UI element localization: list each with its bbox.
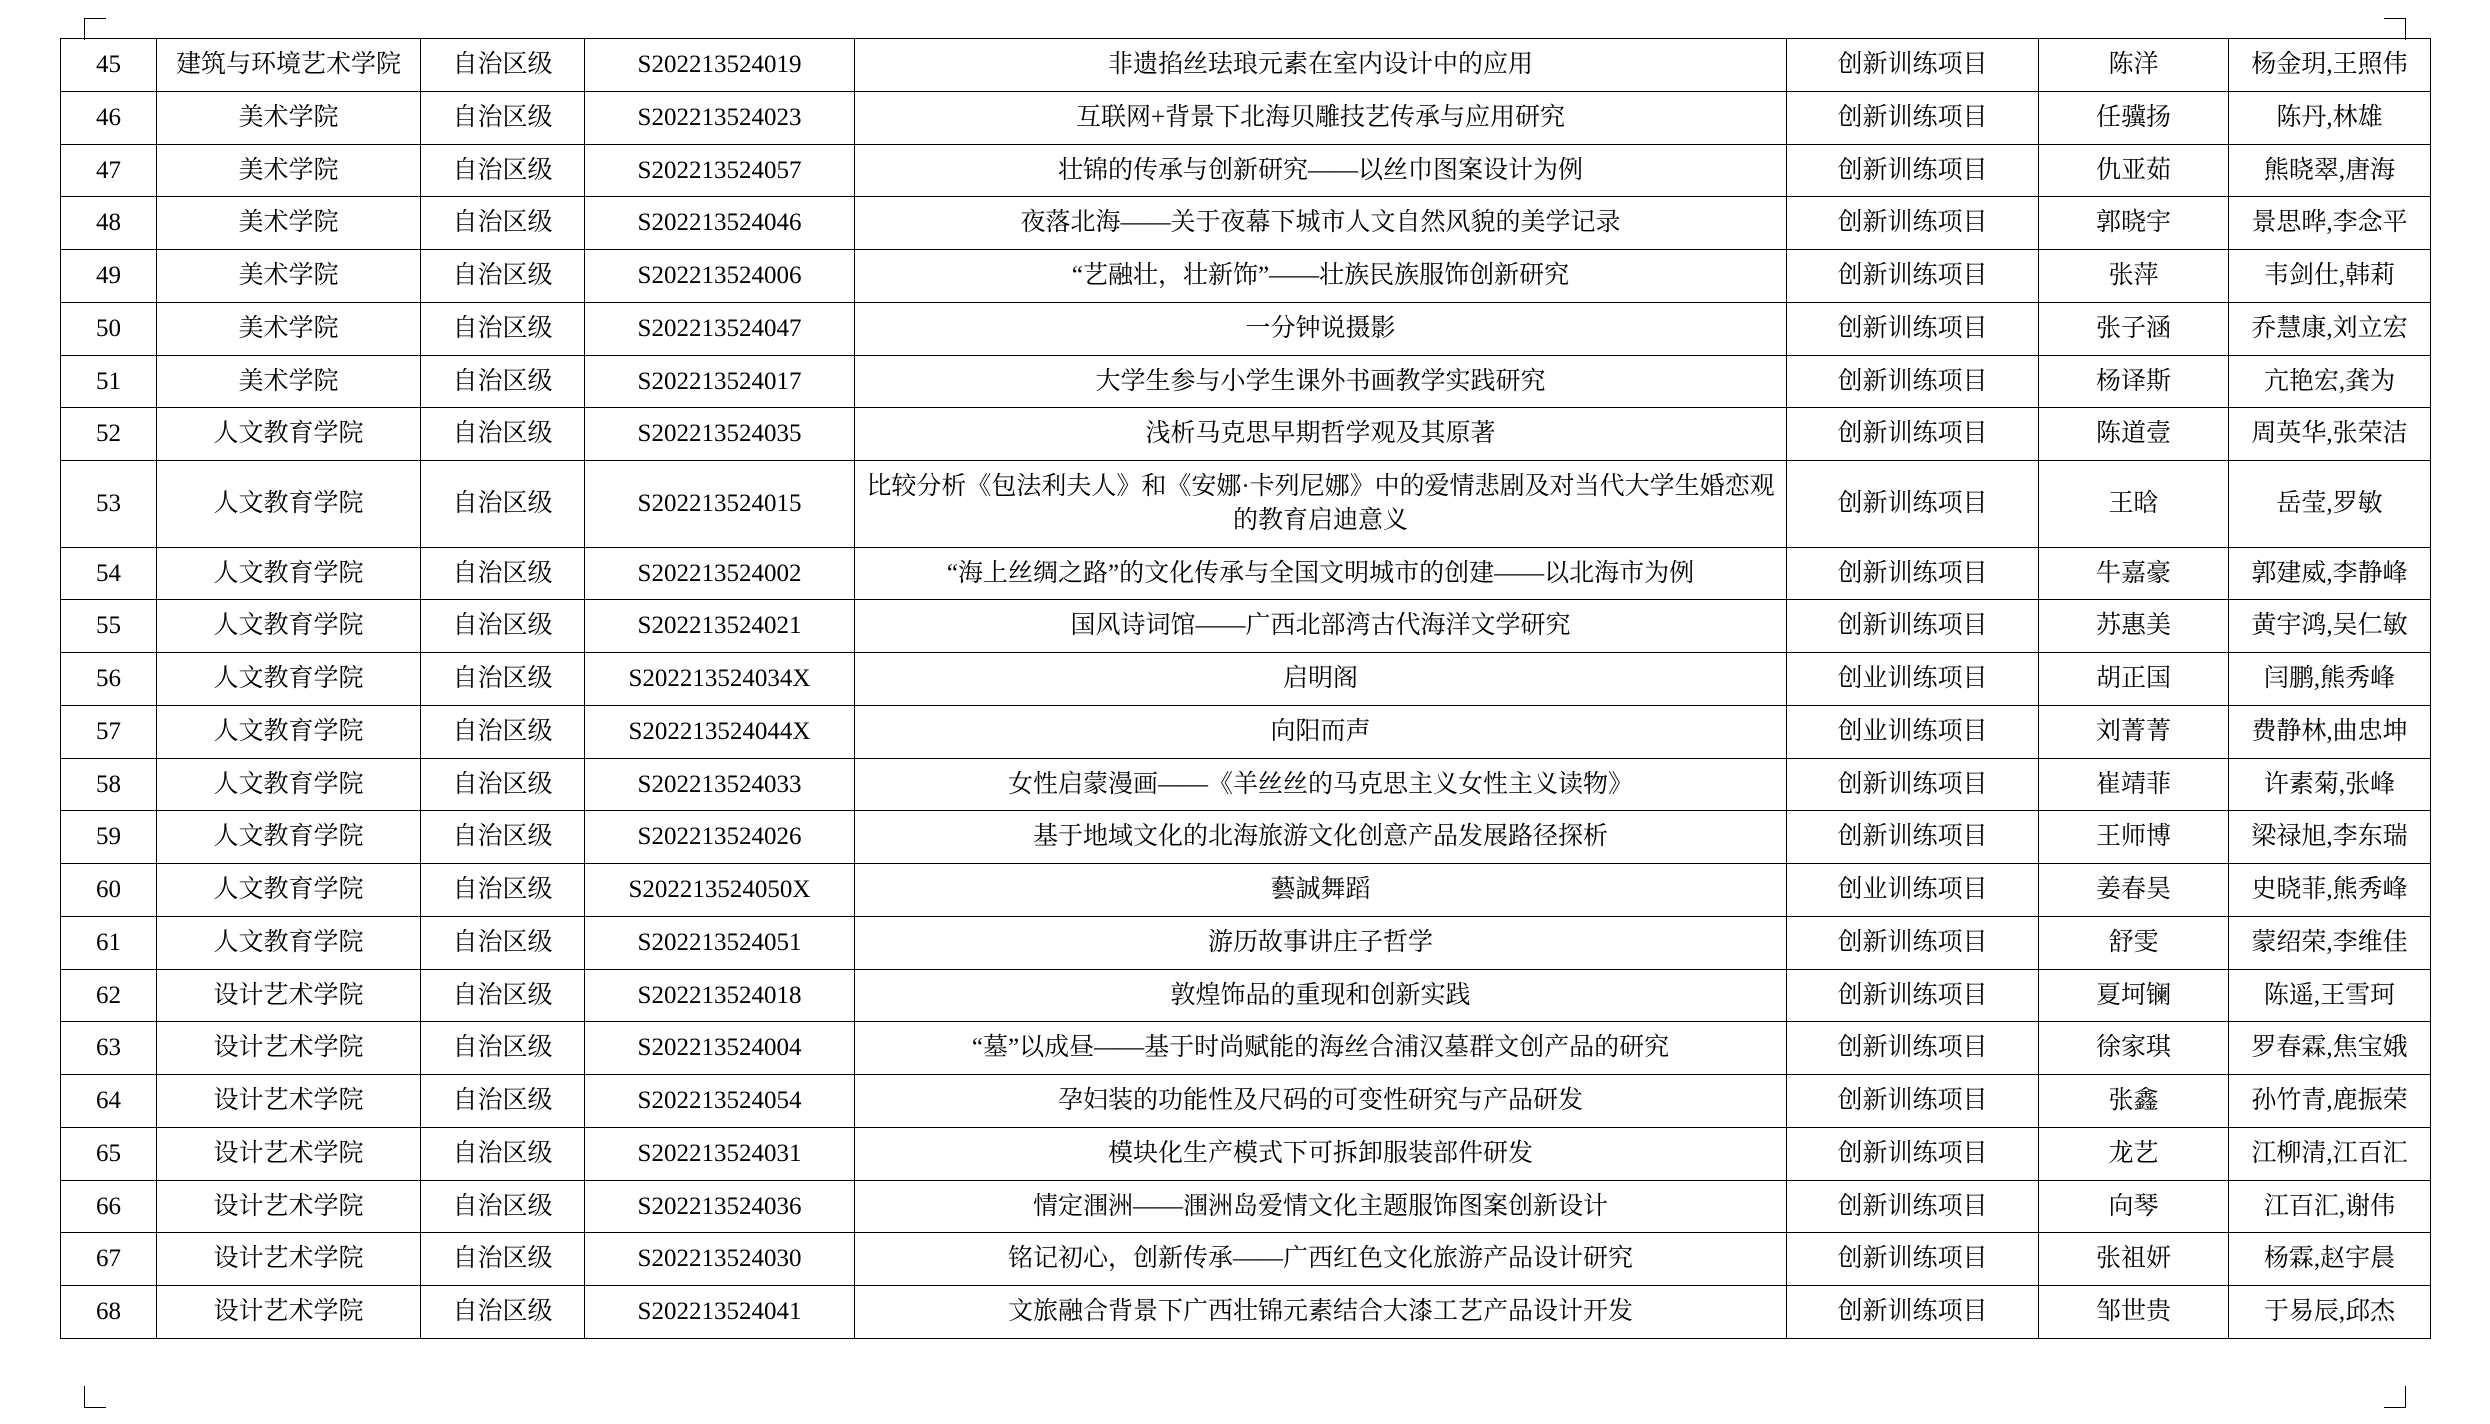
cell-level: 自治区级 — [421, 302, 585, 355]
cell-college: 设计艺术学院 — [157, 1233, 421, 1286]
cell-project-code: S202213524050X — [585, 864, 855, 917]
cell-project-leader: 苏惠美 — [2039, 600, 2229, 653]
cell-college: 设计艺术学院 — [157, 1180, 421, 1233]
cell-project-members: 陈丹,林雄 — [2229, 91, 2431, 144]
cell-project-members: 费静林,曲忠坤 — [2229, 705, 2431, 758]
crop-mark-bottom-right-horizontal — [2384, 1407, 2406, 1408]
cell-project-title: 女性启蒙漫画——《羊丝丝的马克思主义女性主义读物》 — [855, 758, 1787, 811]
cell-project-code: S202213524026 — [585, 811, 855, 864]
cell-project-leader: 邹世贵 — [2039, 1286, 2229, 1339]
cell-level: 自治区级 — [421, 91, 585, 144]
cell-project-leader: 夏坷镧 — [2039, 969, 2229, 1022]
cell-serial-number: 51 — [61, 355, 157, 408]
table-row — [61, 1286, 2431, 1339]
table-row — [61, 758, 2431, 811]
cell-college: 人文教育学院 — [157, 811, 421, 864]
cell-project-code: S202213524004 — [585, 1022, 855, 1075]
cell-project-leader: 郭晓宇 — [2039, 197, 2229, 250]
table-row — [61, 197, 2431, 250]
cell-project-leader: 张祖妍 — [2039, 1233, 2229, 1286]
cell-project-members: 韦剑仕,韩莉 — [2229, 250, 2431, 303]
cell-serial-number: 45 — [61, 39, 157, 92]
cell-project-title: 向阳而声 — [855, 705, 1787, 758]
cell-serial-number: 62 — [61, 969, 157, 1022]
table-row — [61, 547, 2431, 600]
cell-project-leader: 陈道壹 — [2039, 408, 2229, 461]
cell-college: 人文教育学院 — [157, 547, 421, 600]
cell-serial-number: 56 — [61, 653, 157, 706]
cell-project-members: 许素菊,张峰 — [2229, 758, 2431, 811]
crop-mark-top-right-vertical — [2405, 18, 2406, 40]
table-row — [61, 600, 2431, 653]
cell-project-code: S202213524021 — [585, 600, 855, 653]
cell-project-title: 敦煌饰品的重现和创新实践 — [855, 969, 1787, 1022]
cell-project-leader: 徐家琪 — [2039, 1022, 2229, 1075]
cell-project-code: S202213524030 — [585, 1233, 855, 1286]
cell-project-title: 壮锦的传承与创新研究——以丝巾图案设计为例 — [855, 144, 1787, 197]
cell-project-type: 创新训练项目 — [1787, 969, 2039, 1022]
cell-project-leader: 任骥扬 — [2039, 91, 2229, 144]
cell-project-title: 国风诗词馆——广西北部湾古代海洋文学研究 — [855, 600, 1787, 653]
cell-serial-number: 49 — [61, 250, 157, 303]
cell-college: 美术学院 — [157, 144, 421, 197]
cell-serial-number: 54 — [61, 547, 157, 600]
cell-project-type: 创新训练项目 — [1787, 1233, 2039, 1286]
cell-project-code: S202213524034X — [585, 653, 855, 706]
cell-project-code: S202213524054 — [585, 1075, 855, 1128]
cell-project-type: 创新训练项目 — [1787, 39, 2039, 92]
cell-serial-number: 65 — [61, 1127, 157, 1180]
cell-project-title: 情定涠洲——涠洲岛爱情文化主题服饰图案创新设计 — [855, 1180, 1787, 1233]
cell-serial-number: 48 — [61, 197, 157, 250]
table-row — [61, 653, 2431, 706]
cell-project-type: 创新训练项目 — [1787, 144, 2039, 197]
cell-project-title: 基于地域文化的北海旅游文化创意产品发展路径探析 — [855, 811, 1787, 864]
cell-project-leader: 王师博 — [2039, 811, 2229, 864]
table-row — [61, 302, 2431, 355]
cell-project-title: 大学生参与小学生课外书画教学实践研究 — [855, 355, 1787, 408]
cell-serial-number: 50 — [61, 302, 157, 355]
table-row — [61, 864, 2431, 917]
cell-project-members: 梁禄旭,李东瑞 — [2229, 811, 2431, 864]
cell-level: 自治区级 — [421, 39, 585, 92]
table-row — [61, 1127, 2431, 1180]
cell-project-code: S202213524035 — [585, 408, 855, 461]
table-row — [61, 39, 2431, 92]
cell-college: 设计艺术学院 — [157, 1075, 421, 1128]
cell-level: 自治区级 — [421, 1286, 585, 1339]
cell-project-code: S202213524019 — [585, 39, 855, 92]
table-row — [61, 250, 2431, 303]
cell-serial-number: 64 — [61, 1075, 157, 1128]
cell-project-members: 罗春霖,焦宝娥 — [2229, 1022, 2431, 1075]
cell-project-leader: 向琴 — [2039, 1180, 2229, 1233]
cell-project-title: “艺融壮，壮新饰”——壮族民族服饰创新研究 — [855, 250, 1787, 303]
cell-project-code: S202213524018 — [585, 969, 855, 1022]
table-row — [61, 1022, 2431, 1075]
cell-project-title: 夜落北海——关于夜幕下城市人文自然风貌的美学记录 — [855, 197, 1787, 250]
cell-serial-number: 53 — [61, 461, 157, 548]
cell-serial-number: 68 — [61, 1286, 157, 1339]
cell-project-code: S202213524057 — [585, 144, 855, 197]
cell-serial-number: 61 — [61, 916, 157, 969]
cell-project-members: 黄宇鸿,吴仁敏 — [2229, 600, 2431, 653]
cell-project-type: 创新训练项目 — [1787, 758, 2039, 811]
cell-project-members: 蒙绍荣,李维佳 — [2229, 916, 2431, 969]
cell-level: 自治区级 — [421, 355, 585, 408]
cell-college: 美术学院 — [157, 355, 421, 408]
cell-college: 设计艺术学院 — [157, 969, 421, 1022]
cell-project-leader: 胡正国 — [2039, 653, 2229, 706]
cell-project-leader: 舒雯 — [2039, 916, 2229, 969]
cell-project-leader: 杨译斯 — [2039, 355, 2229, 408]
cell-project-title: 模块化生产模式下可拆卸服装部件研发 — [855, 1127, 1787, 1180]
cell-project-type: 创新训练项目 — [1787, 302, 2039, 355]
crop-mark-bottom-left-vertical — [84, 1386, 85, 1408]
cell-project-leader: 崔靖菲 — [2039, 758, 2229, 811]
cell-serial-number: 63 — [61, 1022, 157, 1075]
project-list-table — [60, 38, 2431, 1339]
cell-college: 人文教育学院 — [157, 461, 421, 548]
crop-mark-top-left-vertical — [84, 18, 85, 40]
cell-project-members: 于易辰,邱杰 — [2229, 1286, 2431, 1339]
cell-project-code: S202213524033 — [585, 758, 855, 811]
cell-project-type: 创新训练项目 — [1787, 250, 2039, 303]
cell-project-code: S202213524015 — [585, 461, 855, 548]
cell-college: 人文教育学院 — [157, 653, 421, 706]
cell-level: 自治区级 — [421, 600, 585, 653]
cell-project-code: S202213524002 — [585, 547, 855, 600]
cell-project-code: S202213524051 — [585, 916, 855, 969]
cell-level: 自治区级 — [421, 144, 585, 197]
cell-project-type: 创新训练项目 — [1787, 197, 2039, 250]
cell-project-type: 创业训练项目 — [1787, 653, 2039, 706]
cell-project-leader: 张子涵 — [2039, 302, 2229, 355]
crop-mark-top-right-horizontal — [2384, 18, 2406, 19]
cell-level: 自治区级 — [421, 250, 585, 303]
cell-project-members: 江柳清,江百汇 — [2229, 1127, 2431, 1180]
cell-project-members: 周英华,张荣洁 — [2229, 408, 2431, 461]
cell-project-type: 创业训练项目 — [1787, 864, 2039, 917]
cell-college: 设计艺术学院 — [157, 1286, 421, 1339]
cell-serial-number: 66 — [61, 1180, 157, 1233]
cell-project-leader: 牛嘉豪 — [2039, 547, 2229, 600]
cell-project-code: S202213524031 — [585, 1127, 855, 1180]
cell-college: 设计艺术学院 — [157, 1127, 421, 1180]
cell-project-members: 郭建威,李静峰 — [2229, 547, 2431, 600]
cell-project-title: 孕妇装的功能性及尺码的可变性研究与产品研发 — [855, 1075, 1787, 1128]
crop-mark-top-left-horizontal — [84, 18, 106, 19]
cell-project-members: 乔慧康,刘立宏 — [2229, 302, 2431, 355]
table-row — [61, 1233, 2431, 1286]
cell-project-title: 启明阁 — [855, 653, 1787, 706]
cell-serial-number: 67 — [61, 1233, 157, 1286]
cell-college: 美术学院 — [157, 302, 421, 355]
cell-project-members: 江百汇,谢伟 — [2229, 1180, 2431, 1233]
cell-project-title: 非遗掐丝珐琅元素在室内设计中的应用 — [855, 39, 1787, 92]
cell-project-leader: 陈洋 — [2039, 39, 2229, 92]
crop-mark-bottom-left-horizontal — [84, 1407, 106, 1408]
cell-serial-number: 57 — [61, 705, 157, 758]
cell-project-title: 浅析马克思早期哲学观及其原著 — [855, 408, 1787, 461]
cell-project-members: 陈遥,王雪珂 — [2229, 969, 2431, 1022]
table-row — [61, 355, 2431, 408]
cell-serial-number: 60 — [61, 864, 157, 917]
cell-project-title: 游历故事讲庄子哲学 — [855, 916, 1787, 969]
cell-project-type: 创新训练项目 — [1787, 600, 2039, 653]
table-row — [61, 408, 2431, 461]
cell-serial-number: 55 — [61, 600, 157, 653]
cell-project-type: 创业训练项目 — [1787, 705, 2039, 758]
cell-level: 自治区级 — [421, 705, 585, 758]
cell-level: 自治区级 — [421, 916, 585, 969]
cell-project-leader: 龙艺 — [2039, 1127, 2229, 1180]
cell-serial-number: 52 — [61, 408, 157, 461]
cell-project-members: 闫鹏,熊秀峰 — [2229, 653, 2431, 706]
cell-college: 人文教育学院 — [157, 916, 421, 969]
table-row — [61, 461, 2431, 548]
cell-college: 人文教育学院 — [157, 864, 421, 917]
cell-project-code: S202213524047 — [585, 302, 855, 355]
cell-project-members: 史晓菲,熊秀峰 — [2229, 864, 2431, 917]
cell-project-members: 岳莹,罗敏 — [2229, 461, 2431, 548]
cell-level: 自治区级 — [421, 197, 585, 250]
cell-serial-number: 58 — [61, 758, 157, 811]
cell-college: 建筑与环境艺术学院 — [157, 39, 421, 92]
cell-level: 自治区级 — [421, 547, 585, 600]
cell-project-title: 文旅融合背景下广西壮锦元素结合大漆工艺产品设计开发 — [855, 1286, 1787, 1339]
cell-college: 人文教育学院 — [157, 758, 421, 811]
cell-project-type: 创新训练项目 — [1787, 355, 2039, 408]
cell-project-type: 创新训练项目 — [1787, 1022, 2039, 1075]
cell-college: 设计艺术学院 — [157, 1022, 421, 1075]
cell-level: 自治区级 — [421, 1127, 585, 1180]
cell-project-type: 创新训练项目 — [1787, 461, 2039, 548]
cell-project-title: 藝誠舞蹈 — [855, 864, 1787, 917]
cell-project-leader: 张鑫 — [2039, 1075, 2229, 1128]
cell-college: 美术学院 — [157, 197, 421, 250]
cell-project-leader: 刘菁菁 — [2039, 705, 2229, 758]
cell-project-type: 创新训练项目 — [1787, 408, 2039, 461]
cell-project-members: 亢艳宏,龚为 — [2229, 355, 2431, 408]
table-row — [61, 916, 2431, 969]
table-row — [61, 1180, 2431, 1233]
cell-project-type: 创新训练项目 — [1787, 91, 2039, 144]
cell-project-title: 比较分析《包法利夫人》和《安娜·卡列尼娜》中的爱情悲剧及对当代大学生婚恋观的教育启迪意义 — [855, 461, 1787, 548]
cell-project-type: 创新训练项目 — [1787, 1075, 2039, 1128]
cell-project-title: “海上丝绸之路”的文化传承与全国文明城市的创建——以北海市为例 — [855, 547, 1787, 600]
cell-level: 自治区级 — [421, 408, 585, 461]
cell-project-code: S202213524006 — [585, 250, 855, 303]
cell-project-members: 杨金玥,王照伟 — [2229, 39, 2431, 92]
cell-project-leader: 仇亚茹 — [2039, 144, 2229, 197]
cell-project-code: S202213524017 — [585, 355, 855, 408]
cell-project-leader: 张萍 — [2039, 250, 2229, 303]
cell-project-members: 孙竹青,鹿振荣 — [2229, 1075, 2431, 1128]
cell-project-members: 熊晓翠,唐海 — [2229, 144, 2431, 197]
table-row — [61, 1075, 2431, 1128]
cell-project-title: 一分钟说摄影 — [855, 302, 1787, 355]
table-row — [61, 144, 2431, 197]
cell-project-leader: 姜春昊 — [2039, 864, 2229, 917]
cell-project-leader: 王晗 — [2039, 461, 2229, 548]
cell-project-members: 景思晔,李念平 — [2229, 197, 2431, 250]
cell-serial-number: 59 — [61, 811, 157, 864]
cell-project-title: “墓”以成昼——基于时尚赋能的海丝合浦汉墓群文创产品的研究 — [855, 1022, 1787, 1075]
cell-project-type: 创新训练项目 — [1787, 916, 2039, 969]
crop-mark-bottom-right-vertical — [2405, 1386, 2406, 1408]
cell-project-title: 铭记初心，创新传承——广西红色文化旅游产品设计研究 — [855, 1233, 1787, 1286]
cell-college: 美术学院 — [157, 91, 421, 144]
cell-level: 自治区级 — [421, 1022, 585, 1075]
cell-project-code: S202213524041 — [585, 1286, 855, 1339]
cell-college: 美术学院 — [157, 250, 421, 303]
cell-project-type: 创新训练项目 — [1787, 1286, 2039, 1339]
cell-level: 自治区级 — [421, 811, 585, 864]
cell-level: 自治区级 — [421, 1180, 585, 1233]
table-row — [61, 811, 2431, 864]
cell-project-type: 创新训练项目 — [1787, 1180, 2039, 1233]
table-row — [61, 91, 2431, 144]
cell-level: 自治区级 — [421, 461, 585, 548]
cell-project-members: 杨霖,赵宇晨 — [2229, 1233, 2431, 1286]
cell-project-code: S202213524036 — [585, 1180, 855, 1233]
table-row — [61, 969, 2431, 1022]
table-row — [61, 705, 2431, 758]
cell-level: 自治区级 — [421, 1075, 585, 1128]
cell-college: 人文教育学院 — [157, 600, 421, 653]
cell-project-type: 创新训练项目 — [1787, 811, 2039, 864]
cell-college: 人文教育学院 — [157, 408, 421, 461]
cell-level: 自治区级 — [421, 1233, 585, 1286]
cell-project-code: S202213524046 — [585, 197, 855, 250]
cell-project-type: 创新训练项目 — [1787, 1127, 2039, 1180]
cell-project-type: 创新训练项目 — [1787, 547, 2039, 600]
cell-serial-number: 47 — [61, 144, 157, 197]
cell-college: 人文教育学院 — [157, 705, 421, 758]
table-body — [61, 39, 2431, 1339]
cell-level: 自治区级 — [421, 969, 585, 1022]
cell-project-code: S202213524023 — [585, 91, 855, 144]
cell-level: 自治区级 — [421, 758, 585, 811]
cell-level: 自治区级 — [421, 653, 585, 706]
cell-project-title: 互联网+背景下北海贝雕技艺传承与应用研究 — [855, 91, 1787, 144]
cell-project-code: S202213524044X — [585, 705, 855, 758]
cell-level: 自治区级 — [421, 864, 585, 917]
cell-serial-number: 46 — [61, 91, 157, 144]
